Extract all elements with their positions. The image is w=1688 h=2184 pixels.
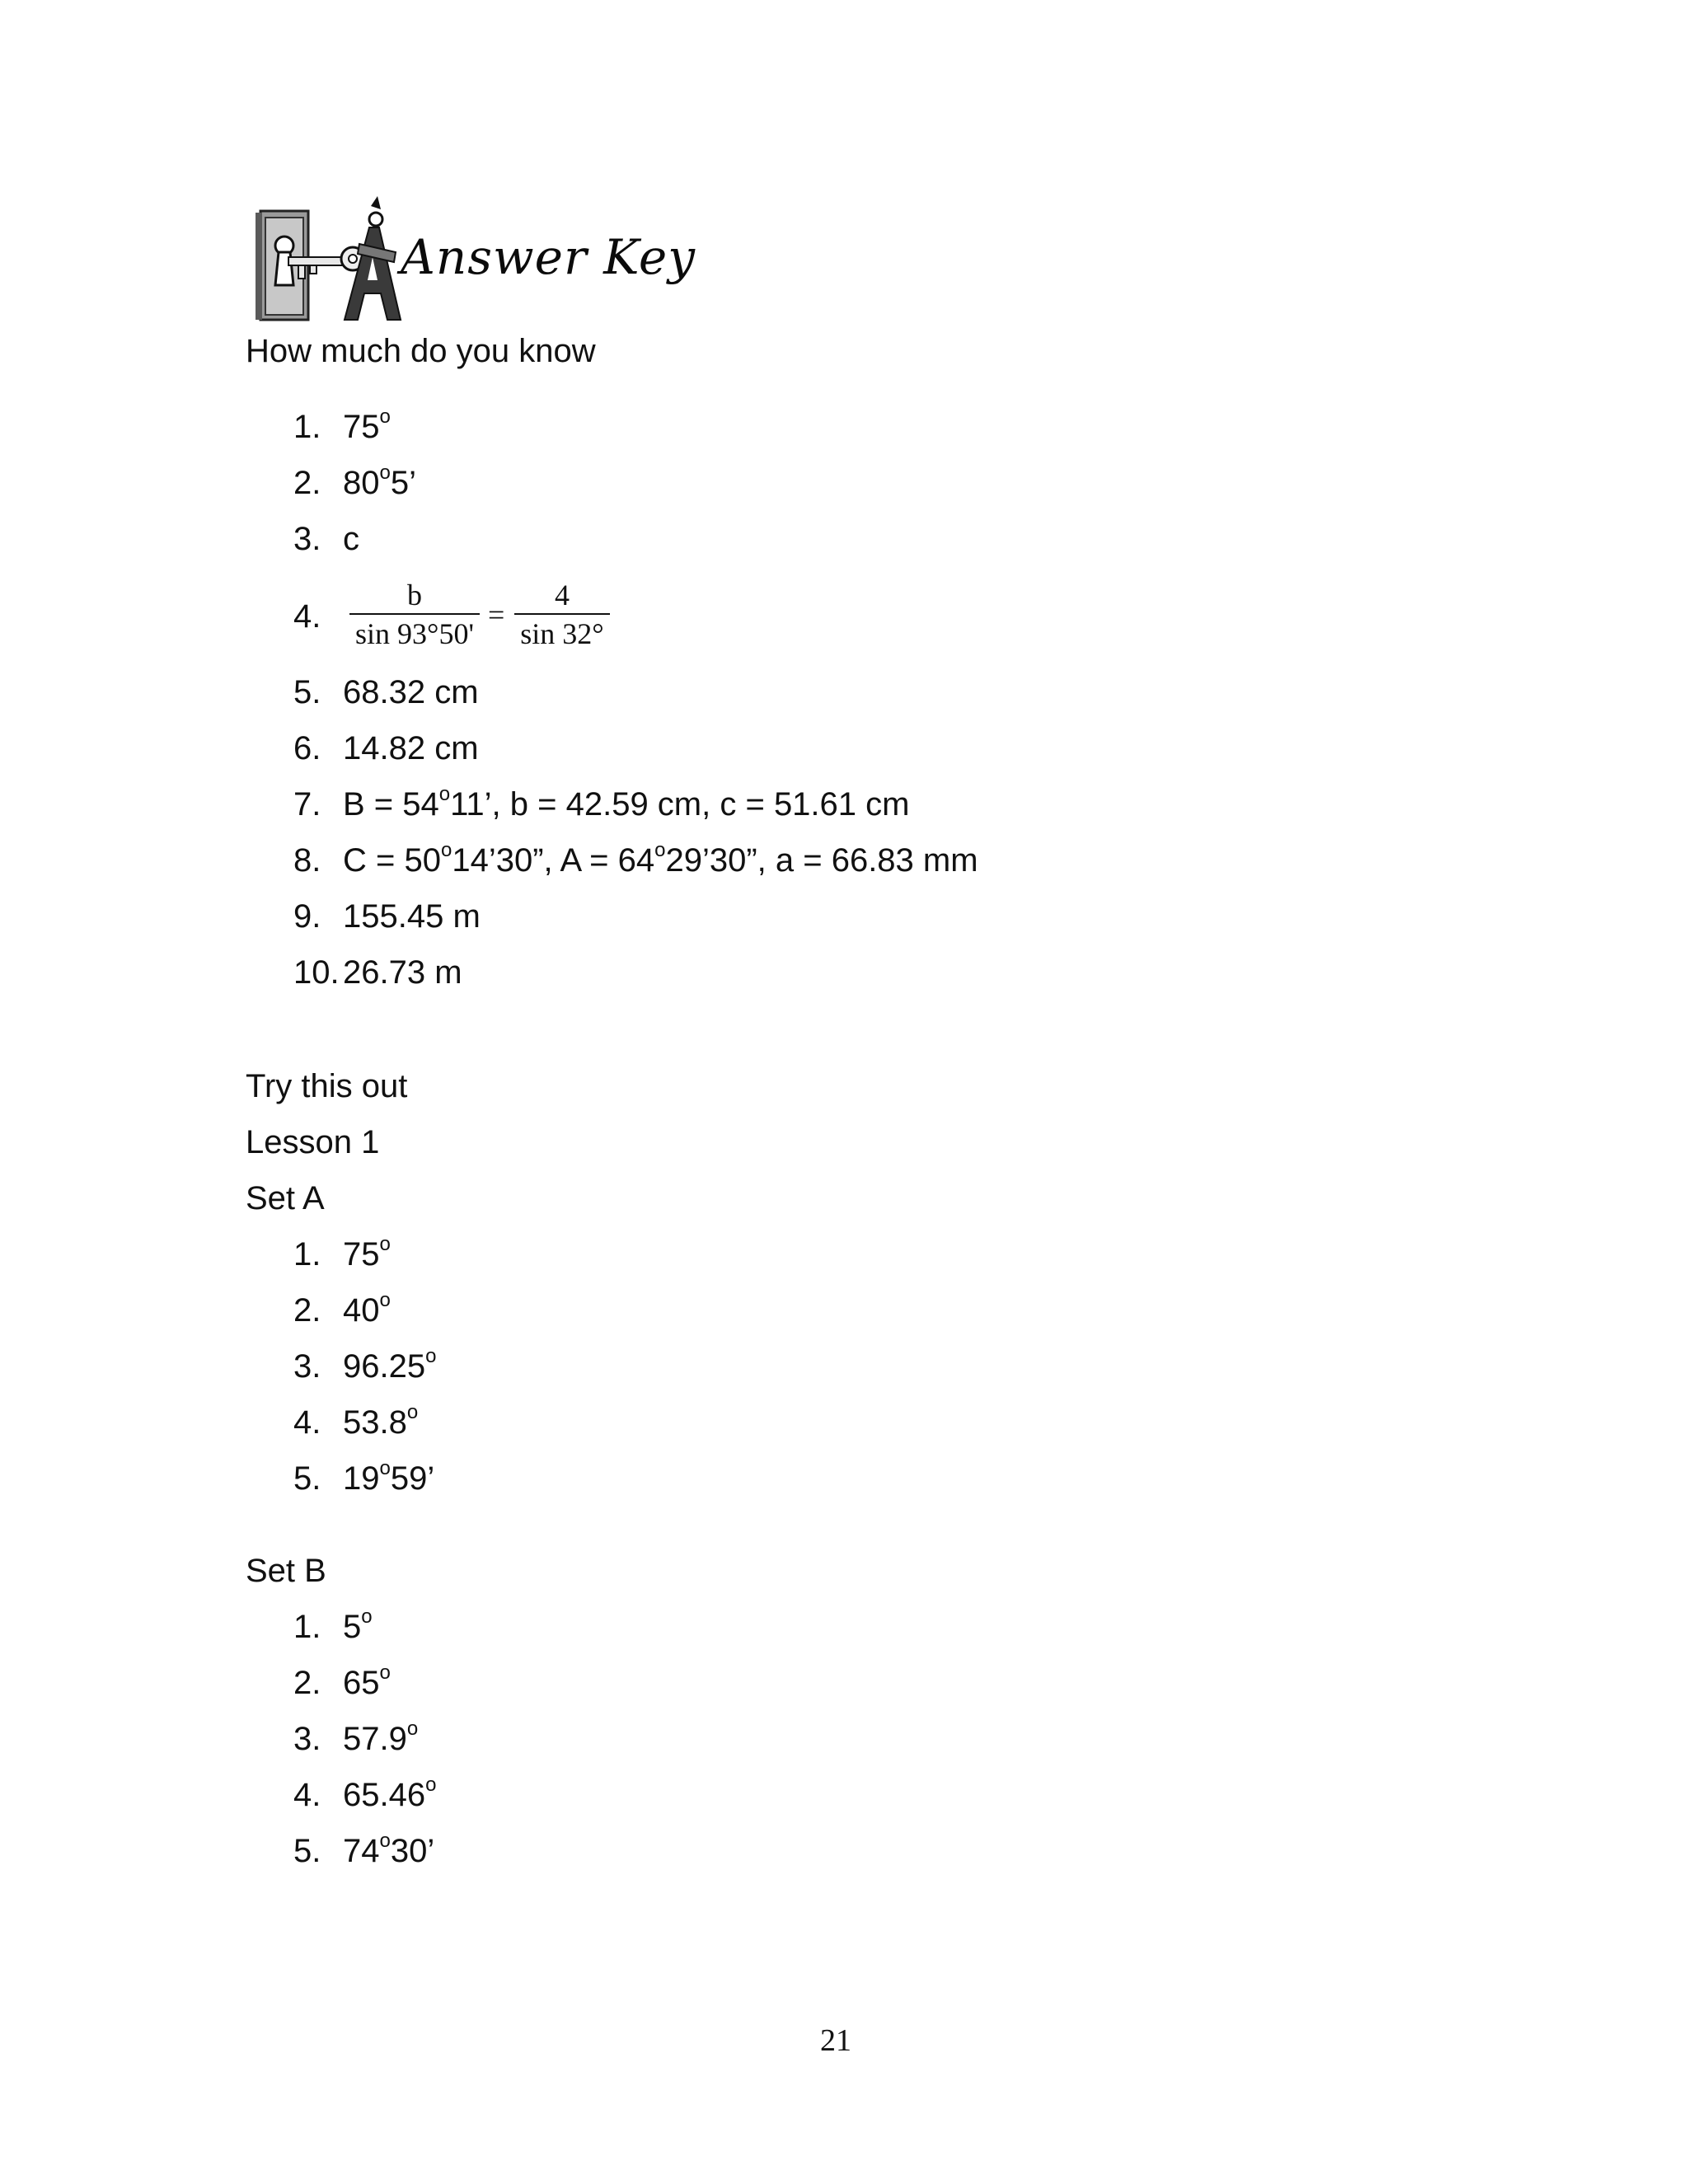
page-title: Answer Key bbox=[401, 229, 696, 285]
answer-value: 75$^o$ bbox=[343, 405, 391, 445]
item-number: 3. bbox=[293, 521, 321, 557]
denominator: sin 32° bbox=[520, 617, 604, 650]
item-number: 1. bbox=[293, 409, 321, 445]
item-number: 2. bbox=[293, 1665, 321, 1701]
page-number: 21 bbox=[820, 2023, 851, 2058]
item-number: 8. bbox=[293, 842, 321, 879]
item-number: 4. bbox=[293, 1777, 321, 1813]
item-number: 6. bbox=[293, 730, 321, 766]
answer-value: 19$^o$59’ bbox=[343, 1457, 435, 1497]
section-heading: How much do you know bbox=[246, 333, 596, 369]
item-number: 3. bbox=[293, 1348, 321, 1385]
item-number: 2. bbox=[293, 1292, 321, 1329]
item-number: 1. bbox=[293, 1609, 321, 1645]
set-label: Set A bbox=[246, 1180, 325, 1216]
item-number: 5. bbox=[293, 1460, 321, 1497]
answer-value: 5$^o$ bbox=[343, 1605, 373, 1645]
answer-value: 14.82 cm bbox=[343, 730, 479, 766]
item-number: 3. bbox=[293, 1721, 321, 1757]
answer-value: 96.25$^o$ bbox=[343, 1345, 437, 1385]
equals-sign: = bbox=[488, 598, 505, 631]
item-number: 1. bbox=[293, 1236, 321, 1272]
answer-value: $C = 50^o14’30$”, $A = 64^o29’30$”, a = 66.83 mm bbox=[343, 839, 978, 879]
section-heading: Try this out bbox=[246, 1068, 408, 1104]
answer-value: 65.46$^o$ bbox=[343, 1774, 437, 1813]
answer-value: 74$^o$30’ bbox=[343, 1830, 435, 1869]
lesson-label: Lesson 1 bbox=[246, 1124, 380, 1160]
answer-value: c bbox=[343, 521, 359, 557]
numerator: 4 bbox=[555, 579, 570, 612]
answer-value: 155.45 m bbox=[343, 898, 481, 935]
answer-value: 40$^o$ bbox=[343, 1289, 391, 1329]
answer-value: 26.73 m bbox=[343, 954, 462, 991]
numerator: b bbox=[407, 579, 422, 612]
item-number: 10. bbox=[293, 954, 340, 991]
item-number: 4. bbox=[293, 598, 321, 635]
set-label: Set B bbox=[246, 1553, 326, 1589]
item-number: 7. bbox=[293, 786, 321, 823]
answer-value: 57.9$^o$ bbox=[343, 1718, 419, 1757]
item-number: 2. bbox=[293, 465, 321, 501]
answer-value: 75$^o$ bbox=[343, 1233, 391, 1272]
answer-value: 68.32 cm bbox=[343, 674, 479, 710]
answer-value: $B = 54^o11$’, b = 42.59 cm, c = 51.61 cm bbox=[343, 783, 910, 823]
denominator: sin 93°50' bbox=[355, 617, 474, 650]
fraction-left bbox=[349, 577, 480, 653]
answer-value: 80$^o$5’ bbox=[343, 462, 416, 501]
item-number: 4. bbox=[293, 1404, 321, 1441]
key-and-keyhole-icon bbox=[256, 194, 404, 325]
item-number: 5. bbox=[293, 1833, 321, 1869]
item-number: 5. bbox=[293, 674, 321, 710]
fraction-right bbox=[514, 577, 610, 653]
item-number: 9. bbox=[293, 898, 321, 935]
answer-value: 65$^o$ bbox=[343, 1661, 391, 1701]
answer-value: 53.8$^o$ bbox=[343, 1401, 419, 1441]
